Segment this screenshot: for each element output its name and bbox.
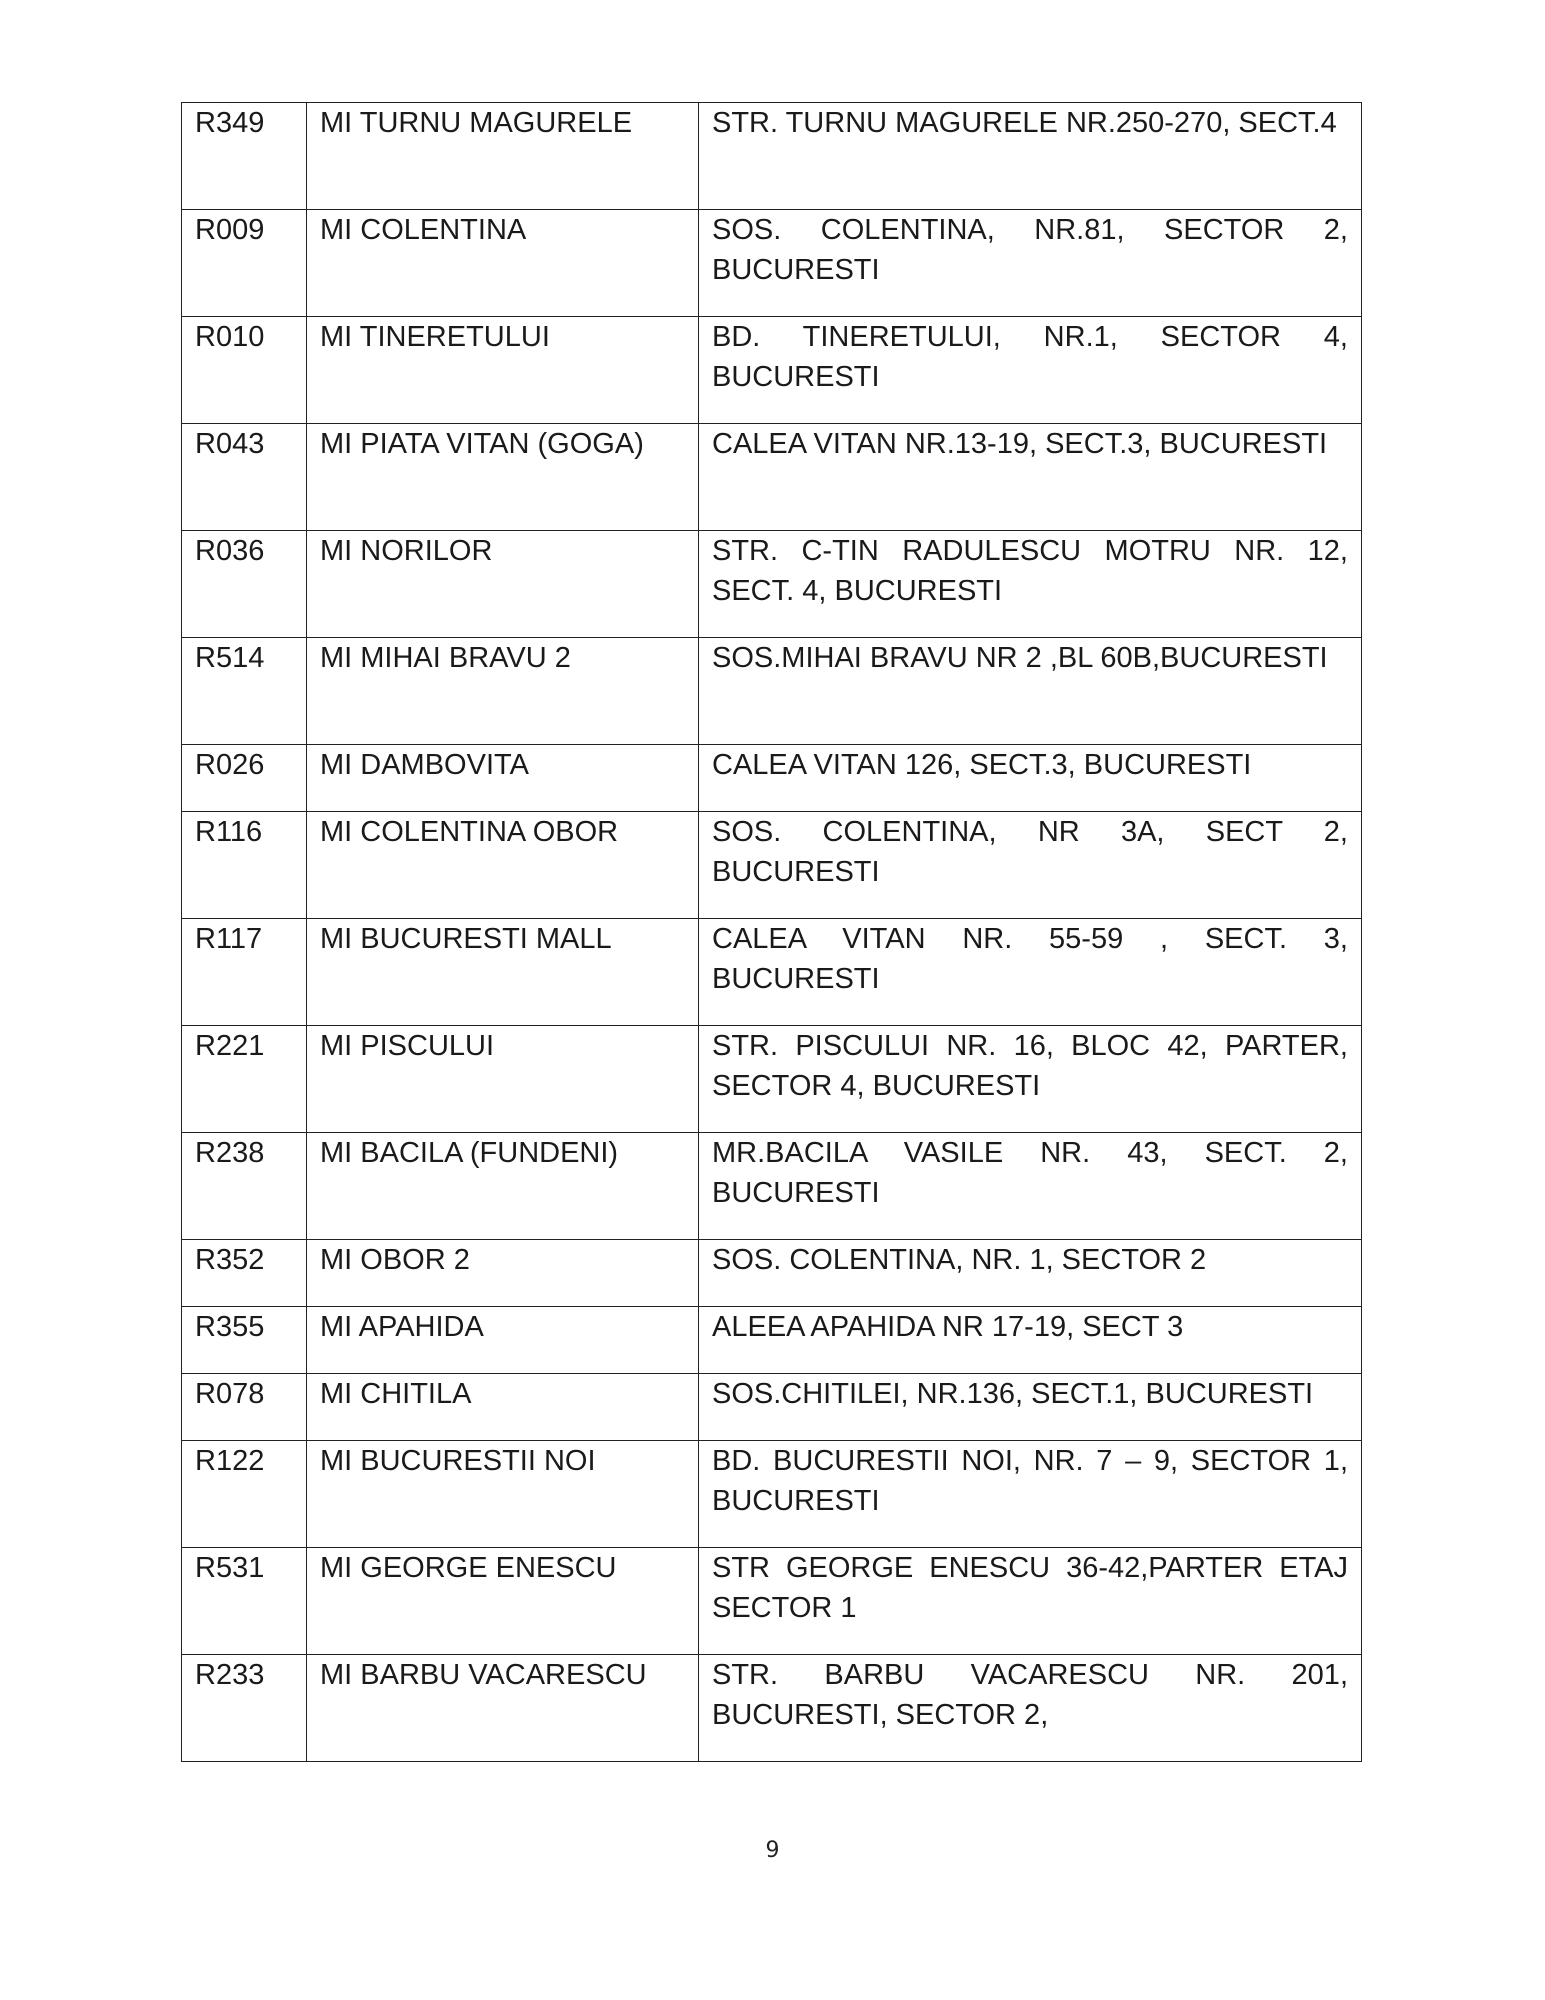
store-code: R116 <box>182 812 307 919</box>
store-code: R514 <box>182 638 307 745</box>
table-row <box>182 1133 1362 1240</box>
table-row <box>182 210 1362 317</box>
table-row <box>182 1240 1362 1307</box>
table-row <box>182 1374 1362 1441</box>
store-address: ALEEA APAHIDA NR 17-19, SECT 3 <box>699 1307 1362 1374</box>
store-code: R355 <box>182 1307 307 1374</box>
store-code: R221 <box>182 1026 307 1133</box>
store-name: MI PIATA VITAN (GOGA) <box>307 424 699 531</box>
store-code: R009 <box>182 210 307 317</box>
store-name: MI BUCURESTI MALL <box>307 919 699 1026</box>
table-row <box>182 1548 1362 1655</box>
store-address: SOS.CHITILEI, NR.136, SECT.1, BUCURESTI <box>699 1374 1362 1441</box>
store-code: R531 <box>182 1548 307 1655</box>
store-code: R349 <box>182 103 307 210</box>
page-number: 9 <box>765 1838 780 1863</box>
store-address: CALEA VITAN NR. 55-59 , SECT. 3, BUCURESTI <box>699 919 1362 1026</box>
table-row <box>182 424 1362 531</box>
store-address: STR. TURNU MAGURELE NR.250-270, SECT.4 <box>699 103 1362 210</box>
store-address: BD. BUCURESTII NOI, NR. 7 – 9, SECTOR 1, BUCURESTI <box>699 1441 1362 1548</box>
store-name: MI TURNU MAGURELE <box>307 103 699 210</box>
store-address: CALEA VITAN NR.13-19, SECT.3, BUCURESTI <box>699 424 1362 531</box>
store-code: R036 <box>182 531 307 638</box>
store-address: SOS. COLENTINA, NR.81, SECTOR 2, BUCURESTI <box>699 210 1362 317</box>
table-row <box>182 1441 1362 1548</box>
store-address: BD. TINERETULUI, NR.1, SECTOR 4, BUCURESTI <box>699 317 1362 424</box>
store-code: R122 <box>182 1441 307 1548</box>
store-code: R043 <box>182 424 307 531</box>
store-address: STR. BARBU VACARESCU NR. 201, BUCURESTI, SECTOR 2, <box>699 1655 1362 1762</box>
table-row <box>182 103 1362 210</box>
store-code: R010 <box>182 317 307 424</box>
store-name: MI BUCURESTII NOI <box>307 1441 699 1548</box>
store-code: R352 <box>182 1240 307 1307</box>
table-row <box>182 1026 1362 1133</box>
table-row <box>182 919 1362 1026</box>
store-name: MI DAMBOVITA <box>307 745 699 812</box>
store-name: MI OBOR 2 <box>307 1240 699 1307</box>
store-name: MI CHITILA <box>307 1374 699 1441</box>
store-name: MI APAHIDA <box>307 1307 699 1374</box>
store-address: STR GEORGE ENESCU 36-42,PARTER ETAJ SECTOR 1 <box>699 1548 1362 1655</box>
store-name: MI MIHAI BRAVU 2 <box>307 638 699 745</box>
store-name: MI NORILOR <box>307 531 699 638</box>
store-address: SOS. COLENTINA, NR. 1, SECTOR 2 <box>699 1240 1362 1307</box>
store-address: SOS. COLENTINA, NR 3A, SECT 2, BUCURESTI <box>699 812 1362 919</box>
store-name: MI TINERETULUI <box>307 317 699 424</box>
store-address-table <box>181 102 1362 1762</box>
store-name: MI BACILA (FUNDENI) <box>307 1133 699 1240</box>
store-code: R078 <box>182 1374 307 1441</box>
store-name: MI COLENTINA OBOR <box>307 812 699 919</box>
table-row <box>182 638 1362 745</box>
store-address: MR.BACILA VASILE NR. 43, SECT. 2, BUCURESTI <box>699 1133 1362 1240</box>
table-row <box>182 812 1362 919</box>
store-name: MI GEORGE ENESCU <box>307 1548 699 1655</box>
store-code: R238 <box>182 1133 307 1240</box>
table-row <box>182 1307 1362 1374</box>
table-row <box>182 317 1362 424</box>
store-address: STR. PISCULUI NR. 16, BLOC 42, PARTER, SECTOR 4, BUCURESTI <box>699 1026 1362 1133</box>
store-code: R117 <box>182 919 307 1026</box>
store-code: R233 <box>182 1655 307 1762</box>
table-row <box>182 745 1362 812</box>
store-name: MI BARBU VACARESCU <box>307 1655 699 1762</box>
table-row <box>182 531 1362 638</box>
store-name: MI COLENTINA <box>307 210 699 317</box>
store-address: SOS.MIHAI BRAVU NR 2 ,BL 60B,BUCURESTI <box>699 638 1362 745</box>
store-address: STR. C-TIN RADULESCU MOTRU NR. 12, SECT. 4, BUCURESTI <box>699 531 1362 638</box>
table-row <box>182 1655 1362 1762</box>
store-code: R026 <box>182 745 307 812</box>
store-name: MI PISCULUI <box>307 1026 699 1133</box>
store-address: CALEA VITAN 126, SECT.3, BUCURESTI <box>699 745 1362 812</box>
